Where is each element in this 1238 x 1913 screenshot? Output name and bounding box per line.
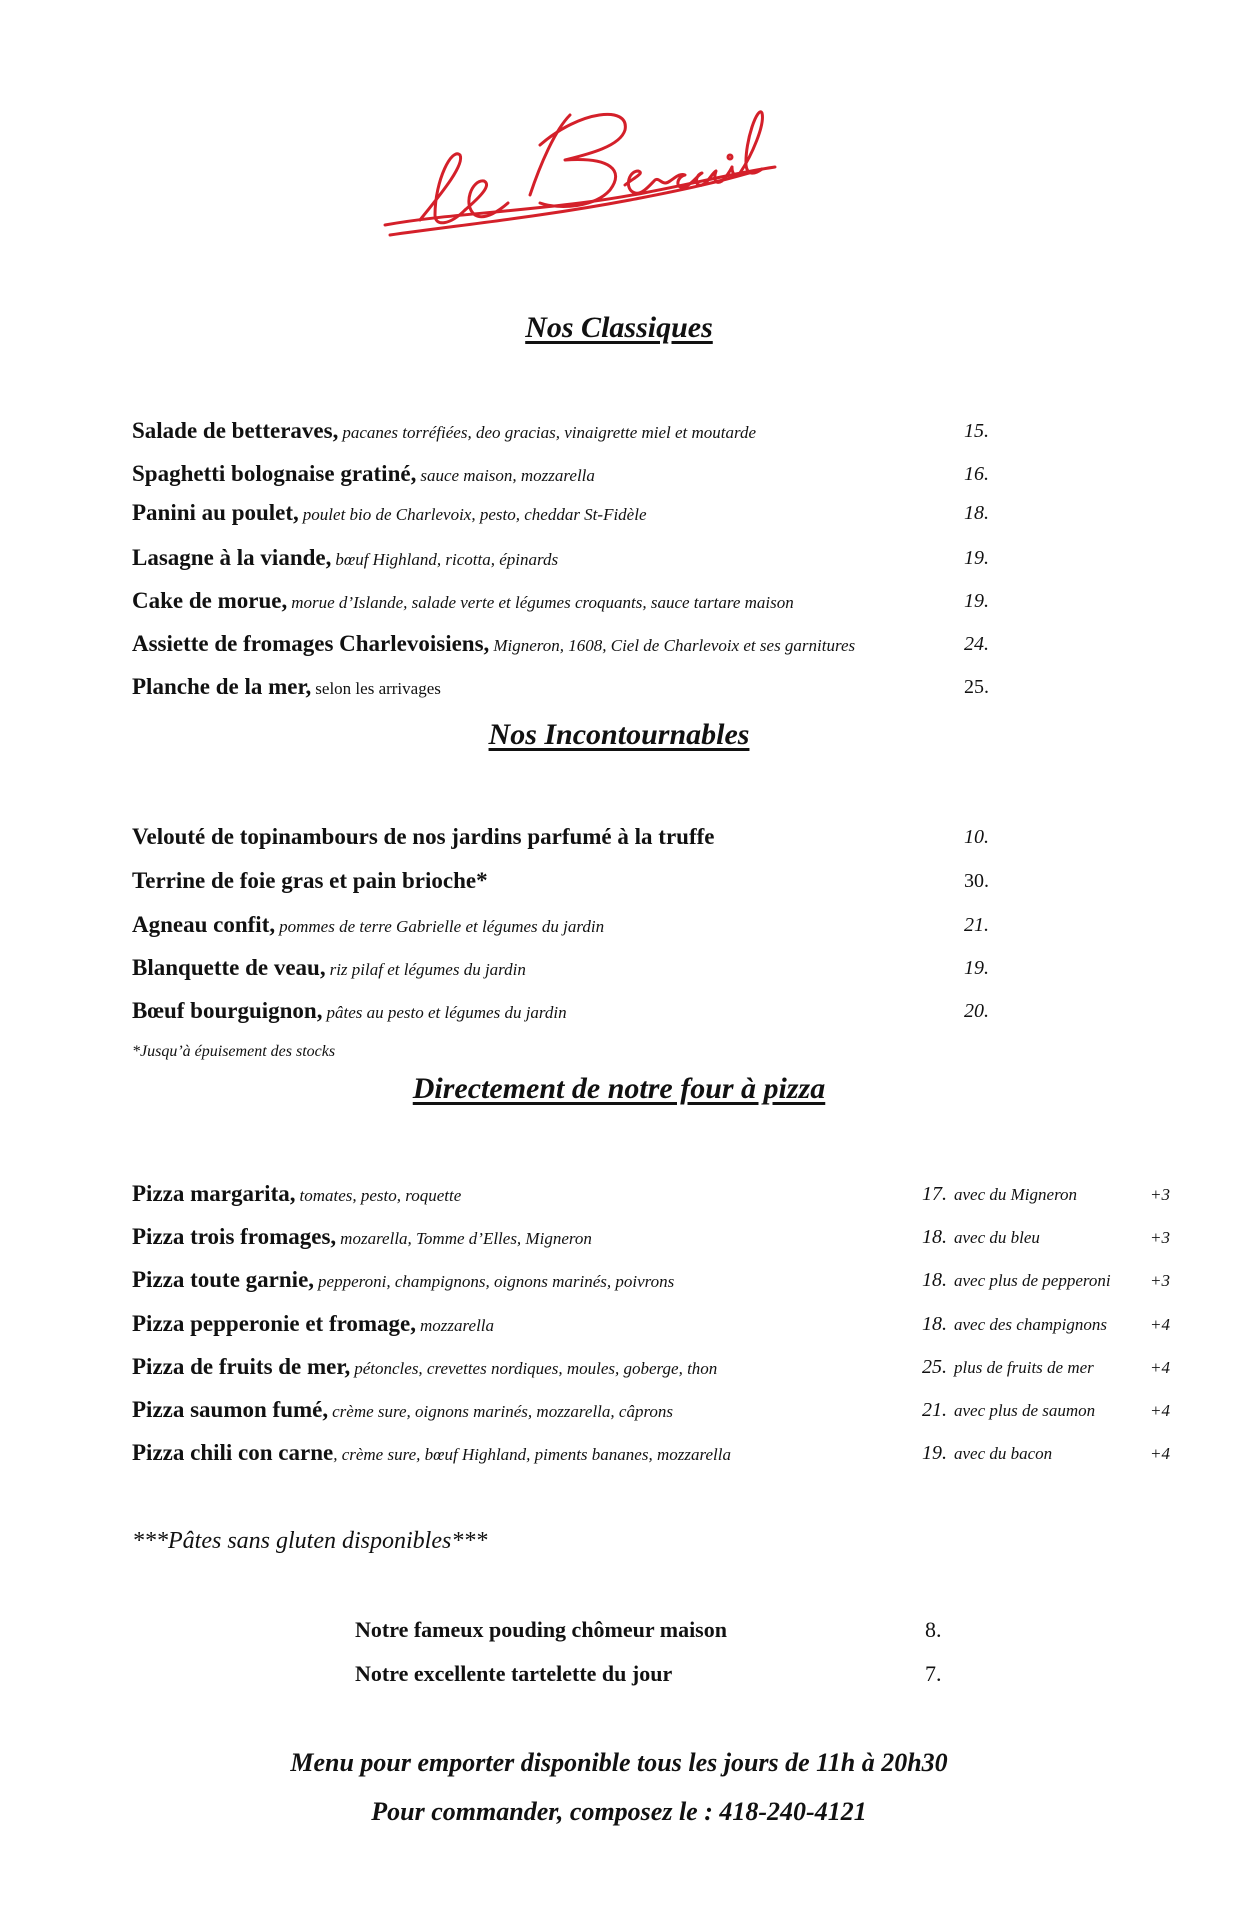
pizza-item [132, 1224, 1232, 1258]
item-desc: morue d’Islande, salade verte et légumes croquants, sauce tartare maison [291, 593, 794, 612]
menu-item [132, 461, 1232, 495]
item-extra-price: +4 [1150, 1358, 1170, 1377]
item-name: Pizza trois fromages, [132, 1224, 337, 1249]
item-desc: pommes de terre Gabrielle et légumes du jardin [279, 917, 605, 936]
menu-item [132, 955, 1232, 989]
item-price: 7. [925, 1661, 942, 1686]
item-name: Panini au poulet, [132, 500, 299, 525]
item-extra-price: +3 [1150, 1185, 1170, 1204]
gluten-free-note: ***Pâtes sans gluten disponibles*** [132, 1528, 488, 1554]
item-desc: pâtes au pesto et légumes du jardin [326, 1003, 567, 1022]
menu-item [132, 998, 1232, 1032]
dessert-item [355, 1661, 1055, 1695]
item-option: avec plus de saumon [954, 1401, 1096, 1420]
item-name: Notre excellente tartelette du jour [355, 1661, 673, 1686]
item-price: 18. [922, 1226, 947, 1248]
takeout-hours: Menu pour emporter disponible tous les jours de 11h à 20h30 [290, 1748, 948, 1777]
menu-item [132, 674, 1232, 708]
pizza-item [132, 1397, 1232, 1431]
item-desc: , crème sure, bœuf Highland, piments bananes, mozzarella [333, 1445, 731, 1464]
item-price: 17. [922, 1183, 947, 1205]
item-name: Lasagne à la viande, [132, 545, 332, 570]
item-option: avec plus de pepperoni [954, 1271, 1111, 1290]
item-name: Pizza de fruits de mer, [132, 1354, 351, 1379]
item-option: avec des champignons [954, 1315, 1107, 1334]
menu-item [132, 631, 1232, 665]
item-option: avec du Migneron [954, 1185, 1078, 1204]
item-price: 10. [964, 826, 989, 848]
item-desc: riz pilaf et légumes du jardin [329, 960, 526, 979]
item-option: plus de fruits de mer [954, 1358, 1094, 1377]
item-desc: selon les arrivages [315, 679, 441, 698]
item-desc: mozzarella [420, 1316, 495, 1335]
item-extra-price: +4 [1150, 1401, 1170, 1420]
item-desc: bœuf Highland, ricotta, épinards [335, 550, 559, 569]
item-price: 20. [964, 1000, 989, 1022]
item-price: 25. [922, 1356, 947, 1378]
item-desc: pacanes torréfiées, deo gracias, vinaigrette miel et moutarde [342, 423, 757, 442]
item-name: Agneau confit, [132, 912, 276, 937]
menu-item [132, 824, 1232, 858]
item-extra-price: +4 [1150, 1444, 1170, 1463]
item-price: 19. [964, 957, 989, 979]
item-name: Salade de betteraves, [132, 418, 339, 443]
item-price: 18. [964, 502, 989, 524]
item-price: 21. [964, 914, 989, 936]
item-name: Planche de la mer, [132, 674, 312, 699]
item-price: 18. [922, 1269, 947, 1291]
item-price: 8. [925, 1617, 942, 1642]
item-name: Assiette de fromages Charlevoisiens, [132, 631, 490, 656]
stock-note: *Jusqu’à épuisement des stocks [132, 1043, 336, 1060]
item-price: 19. [964, 590, 989, 612]
dessert-item [355, 1617, 1055, 1651]
item-desc: mozarella, Tomme d’Elles, Migneron [340, 1229, 592, 1248]
item-name: Pizza toute garnie, [132, 1267, 315, 1292]
item-price: 16. [964, 463, 989, 485]
pizza-item [132, 1181, 1232, 1215]
item-extra-price: +3 [1150, 1271, 1170, 1290]
menu-item [132, 868, 1232, 902]
menu-item [132, 418, 1232, 452]
menu-item [132, 912, 1232, 946]
section-title-classiques: Nos Classiques [525, 311, 713, 344]
item-extra-price: +3 [1150, 1228, 1170, 1247]
item-desc: tomates, pesto, roquette [299, 1186, 462, 1205]
item-extra-price: +4 [1150, 1315, 1170, 1334]
item-option: avec du bacon [954, 1444, 1053, 1463]
item-desc: Migneron, 1608, Ciel de Charlevoix et ses garnitures [493, 636, 856, 655]
item-price: 15. [964, 420, 989, 442]
item-name: Pizza margarita, [132, 1181, 296, 1206]
item-option: avec du bleu [954, 1228, 1040, 1247]
item-name: Pizza saumon fumé, [132, 1397, 329, 1422]
item-name: Pizza chili con carne [132, 1440, 334, 1465]
item-desc: crème sure, oignons marinés, mozzarella, câprons [332, 1402, 674, 1421]
item-name: Bœuf bourguignon, [132, 998, 323, 1023]
item-desc: poulet bio de Charlevoix, pesto, cheddar St-Fidèle [302, 505, 647, 524]
menu-item [132, 500, 1232, 534]
order-phone: Pour commander, composez le : 418-240-4121 [371, 1797, 867, 1826]
item-price: 30. [964, 870, 989, 892]
item-price: 18. [922, 1313, 947, 1335]
pizza-item [132, 1354, 1232, 1388]
item-name: Pizza pepperonie et fromage, [132, 1311, 417, 1336]
item-name: Notre fameux pouding chômeur maison [355, 1617, 727, 1642]
item-name: Velouté de topinambours de nos jardins parfumé à la truffe [132, 824, 715, 849]
item-desc: sauce maison, mozzarella [420, 466, 595, 485]
item-name: Cake de morue, [132, 588, 288, 613]
pizza-item [132, 1267, 1232, 1301]
section-title-pizza: Directement de notre four à pizza [412, 1072, 826, 1105]
item-name: Blanquette de veau, [132, 955, 326, 980]
item-price: 24. [964, 633, 989, 655]
item-desc: pétoncles, crevettes nordiques, moules, goberge, thon [354, 1359, 718, 1378]
item-price: 25. [964, 676, 989, 698]
pizza-item [132, 1311, 1232, 1345]
menu-item [132, 545, 1232, 579]
item-price: 21. [922, 1399, 947, 1421]
item-name: Spaghetti bolognaise gratiné, [132, 461, 417, 486]
item-price: 19. [922, 1442, 947, 1464]
pizza-item [132, 1440, 1232, 1474]
item-name: Terrine de foie gras et pain brioche* [132, 868, 488, 893]
item-price: 19. [964, 547, 989, 569]
le-bercail-logo [380, 85, 820, 255]
menu-item [132, 588, 1232, 622]
section-title-incontournables: Nos Incontournables [488, 718, 750, 751]
item-desc: pepperoni, champignons, oignons marinés, poivrons [318, 1272, 675, 1291]
